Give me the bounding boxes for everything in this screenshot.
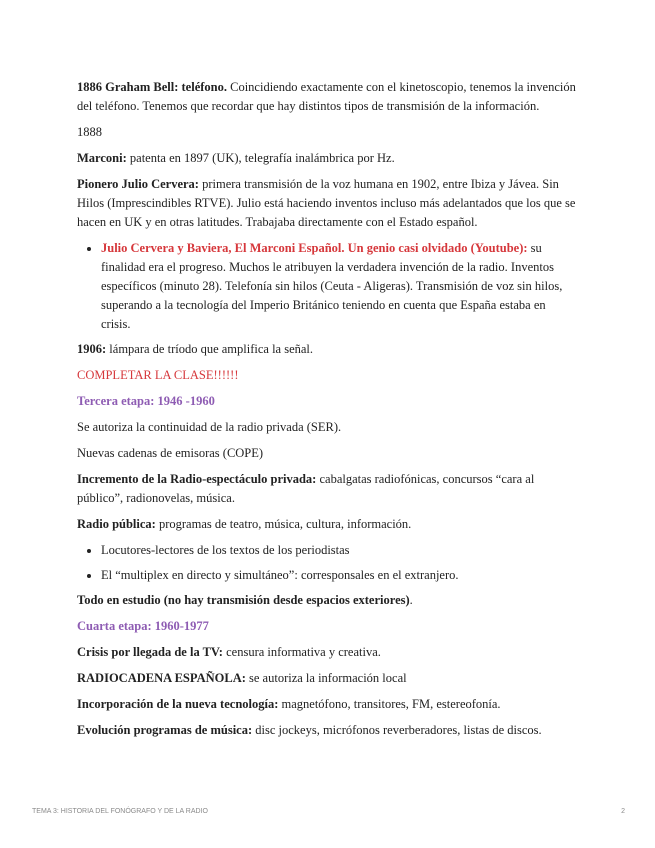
paragraph-marconi <box>77 149 577 168</box>
list-item: • Locutores-lectores de los textos de los periodistas <box>101 541 577 560</box>
paragraph-1906 <box>77 340 577 359</box>
paragraph-nueva-tecnologia <box>77 695 577 714</box>
paragraph-lead: Incremento de la Radio-espectáculo privada: <box>77 472 317 486</box>
page-footer <box>32 808 625 815</box>
heading-cuarta-etapa: Cuarta etapa: 1960-1977 <box>77 619 209 633</box>
bullet-list-radio-publica <box>77 541 577 585</box>
paragraph-crisis-tv <box>77 643 577 662</box>
paragraph-todo-en-estudio <box>77 591 577 610</box>
paragraph-1888 <box>77 123 577 142</box>
paragraph-text: primera transmisión de la voz humana en 1902, entre Ibiza y Jávea. Sin Hilos (Imprescindibles RTVE). Julio está haciendo inventos incluso más adelantados que los que se hacen en UK y en otras latitudes. Trabajaba directamente con el Estado español. <box>77 177 576 229</box>
paragraph-text: 1888 <box>77 125 102 139</box>
note-completar: COMPLETAR LA CLASE!!!!!! <box>77 368 239 382</box>
paragraph-text: . <box>409 593 413 607</box>
paragraph-text: Coincidiendo exactamente con el kinetoscopio, tenemos la invención del teléfono. Tenemos que recordar que hay distintos tipos de transmisión de la información. <box>77 80 576 113</box>
paragraph-text: magnetófono, transitores, FM, estereofonía. <box>278 697 501 711</box>
list-item <box>101 239 577 334</box>
paragraph-lead: Crisis por llegada de la TV: <box>77 645 223 659</box>
list-item: • El “multiplex en directo y simultáneo”: corresponsales en el extranjero. <box>101 566 577 585</box>
paragraph-radiocadena <box>77 669 577 688</box>
paragraph-text: lámpara de tríodo que amplifica la señal. <box>106 342 314 356</box>
paragraph-lead: Todo en estudio (no hay transmisión desde espacios exteriores) <box>77 593 410 607</box>
heading-tercera-etapa: Tercera etapa: 1946 -1960 <box>77 394 215 408</box>
paragraph-text: programas de teatro, música, cultura, información. <box>155 517 412 531</box>
page-number: 2 <box>621 808 625 815</box>
paragraph-lead: Evolución programas de música: <box>77 723 253 737</box>
document-body <box>77 78 577 747</box>
paragraph-lead: Radio pública: <box>77 517 156 531</box>
paragraph-text: disc jockeys, micrófonos reverberadores, listas de discos. <box>252 723 542 737</box>
paragraph-lead: 1886 Graham Bell: teléfono. <box>77 80 227 94</box>
paragraph-text: censura informativa y creativa. <box>222 645 381 659</box>
paragraph-cope: Nuevas cadenas de emisoras (COPE) <box>77 446 264 460</box>
paragraph-graham-bell <box>77 78 577 116</box>
paragraph-lead: Marconi: <box>77 151 127 165</box>
paragraph-radio-publica <box>77 515 577 534</box>
paragraph-radio-espectaculo <box>77 470 577 508</box>
paragraph-ser: Se autoriza la continuidad de la radio privada (SER). <box>77 420 342 434</box>
paragraph-text: se autoriza la información local <box>245 671 407 685</box>
paragraph-text: cabalgatas radiofónicas, concursos “cara al público”, radionovelas, música. <box>77 472 535 505</box>
paragraph-julio-cervera <box>77 175 577 232</box>
paragraph-lead: 1906: <box>77 342 107 356</box>
paragraph-lead: Incorporación de la nueva tecnología: <box>77 697 279 711</box>
youtube-link[interactable]: Julio Cervera y Baviera, El Marconi Español. Un genio casi olvidado (Youtube): <box>101 241 528 255</box>
paragraph-lead: Pionero Julio Cervera: <box>77 177 199 191</box>
bullet-list-cervera <box>77 239 577 334</box>
list-item-text: su finalidad era el progreso. Muchos le atribuyen la verdadera invención de la radio. Inventos específicos (minuto 28). Telefonía sin hilos (Ceuta - Aligeras). Transmisión de voz sin hilos, superando a la tecnología del Imperio Británico teniendo en cuenta que España estaba en crisis. <box>101 241 563 331</box>
paragraph-lead: RADIOCADENA ESPAÑOLA: <box>77 671 246 685</box>
paragraph-programas-musica <box>77 721 577 740</box>
footer-title: TEMA 3: HISTORIA DEL FONÓGRAFO Y DE LA RADIO <box>32 808 208 815</box>
paragraph-text: patenta en 1897 (UK), telegrafía inalámbrica por Hz. <box>126 151 395 165</box>
